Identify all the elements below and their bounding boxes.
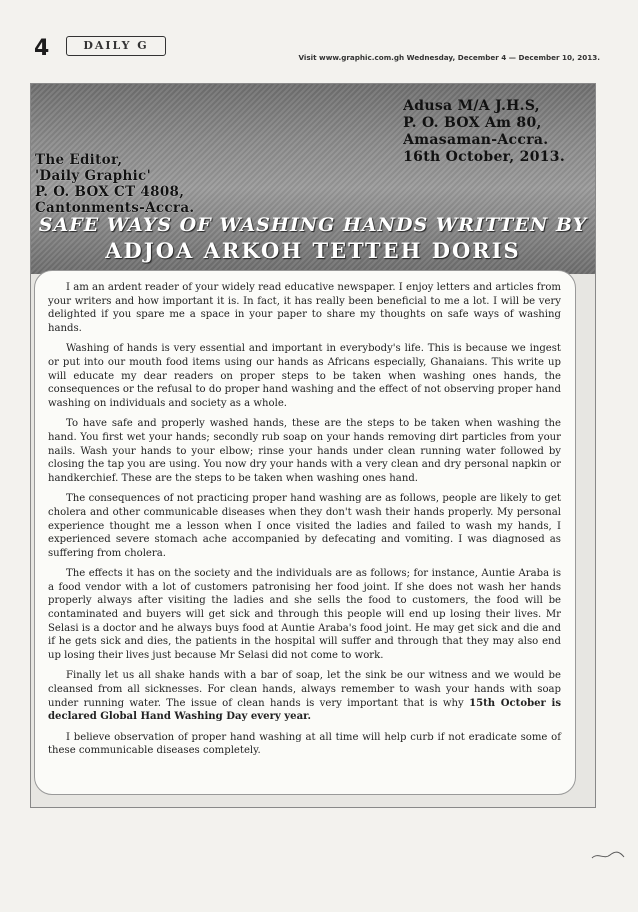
article-title: SAFE WAYS OF WASHING HANDS WRITTEN BY xyxy=(38,214,588,236)
letter-article xyxy=(30,83,596,808)
photo-banner xyxy=(31,84,595,274)
handwashing-day-emphasis: 15th October is declared Global Hand Washing Day every year. xyxy=(48,697,561,723)
article-author: ADJOA ARKOH TETTEH DORIS xyxy=(105,238,521,263)
paragraph-importance: Washing of hands is very essential and important in everybody's life. This is because we ingest or put into our mouth food items using our hands as Africans especially, Ghanaians. This write up will educate my dear readers on proper steps to be taken when washing ones hands, the consequences or the refusal to do proper hand washing and the effect of not observing proper hand washing on individuals and society as a whole. xyxy=(48,343,561,409)
newspaper-masthead-logo: DAILY G xyxy=(66,36,166,56)
conclusion-text: Finally let us all shake hands with a bar of soap, let the sink be our witness and we would be cleansed from all sicknesses. For clean hands, always remember to wash your hands with soap under running water. The issue of clean hands is very important that is why xyxy=(48,670,561,709)
sender-line: Amasaman-Accra. xyxy=(403,132,549,148)
paragraph-conclusion xyxy=(48,669,561,723)
recipient-address xyxy=(35,152,194,216)
paragraph-consequences: The consequences of not practicing proper hand washing are as follows, people are likely to get cholera and other communicable diseases when they don't wash their hands properly. My personal experience thought me a lesson when I once visited the ladies and failed to wash my hands, I experienced severe stomach ache accompanied by defecating and vomiting. I was diagnosed as suffering from cholera. xyxy=(48,493,561,559)
paragraph-steps: To have safe and properly washed hands, these are the steps to be taken when washing the hand. You first wet your hands; secondly rub soap on your hands removing dirt particles from your nails. Wash your hands to your elbow; rinse your hands under clean running water followed by closing the tap you are using. You now dry your hands with a very clean and dry personal napkin or handkerchief. These are the steps to be taken when washing ones hand. xyxy=(48,418,561,484)
paragraph-closing: I believe observation of proper hand washing at all time will help curb if not eradicate some of these communicable diseases completely. xyxy=(48,731,561,757)
paragraph-intro: I am an ardent reader of your widely read educative newspaper. I enjoy letters and articles from your writers and how important it is. In fact, it has really been beneficial to me a lot. I will be very delighted if you spare me a space in your paper to share my thoughts on safe ways of washing hands. xyxy=(48,282,561,334)
sender-line: Adusa M/A J.H.S, xyxy=(403,98,540,114)
page-number: 4 xyxy=(34,36,50,61)
recipient-line: 'Daily Graphic' xyxy=(35,168,152,184)
paragraph-effects: The effects it has on the society and the individuals are as follows; for instance, Auntie Araba is a food vendor with a lot of customers patronising her food joint. If she does not wash her hands properly always after visiting the ladies and she sells the food to customers, the food will be contaminated and buyers will get sick and through this people will end up losing their lives. Mr Selasi is a doctor and he always buys food at Auntie Araba's food joint. He may get sick and die and if he gets sick and dies, the patients in the hospital will suffer and through that they may also end up losing their lives just because Mr Selasi did not come to work. xyxy=(48,568,561,661)
recipient-line: Cantonments-Accra. xyxy=(35,200,195,216)
recipient-line: P. O. BOX CT 4808, xyxy=(35,184,185,200)
dateline: Visit www.graphic.com.gh Wednesday, December 4 — December 10, 2013. xyxy=(298,53,600,62)
letter-date: 16th October, 2013. xyxy=(403,149,565,165)
recipient-line: The Editor, xyxy=(35,152,123,168)
sender-line: P. O. BOX Am 80, xyxy=(403,115,542,131)
sender-address xyxy=(403,98,565,166)
letter-body xyxy=(34,270,576,795)
pen-mark-scribble xyxy=(590,848,626,862)
